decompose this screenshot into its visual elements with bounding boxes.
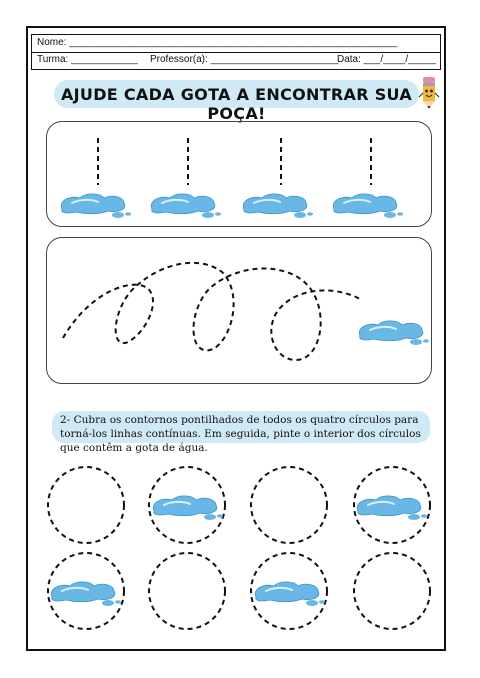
instruction-banner (52, 411, 430, 454)
puddle-icon (357, 496, 427, 520)
puddle-icon (333, 194, 403, 218)
puddle-icon (243, 194, 313, 218)
trace-lines[interactable] (98, 138, 371, 185)
date-field[interactable]: Data: ___/____/_____ (337, 54, 436, 65)
puddle-icon (359, 321, 429, 345)
name-field[interactable]: Nome: ___________________________________________________________ (37, 37, 398, 48)
page-title: AJUDE CADA GOTA A ENCONTRAR SUA POÇA! (60, 85, 413, 123)
puddle-icon (51, 582, 121, 606)
loop-trace-path[interactable] (63, 263, 362, 360)
puddle-icon (151, 194, 221, 218)
puddle-icon (61, 194, 131, 218)
puddle-icon (153, 496, 223, 520)
instruction-text: 2- Cubra os contornos pontilhados de todos os quatro círculos para torná-los linhas contínuas. Em seguida, pinte o interior dos círculos que contêm a gota de água. (60, 414, 421, 454)
class-field[interactable]: Turma: ____________ (37, 54, 138, 65)
teacher-field[interactable]: Professor(a): _______________________ (150, 54, 339, 65)
puddle-icon (255, 582, 325, 606)
